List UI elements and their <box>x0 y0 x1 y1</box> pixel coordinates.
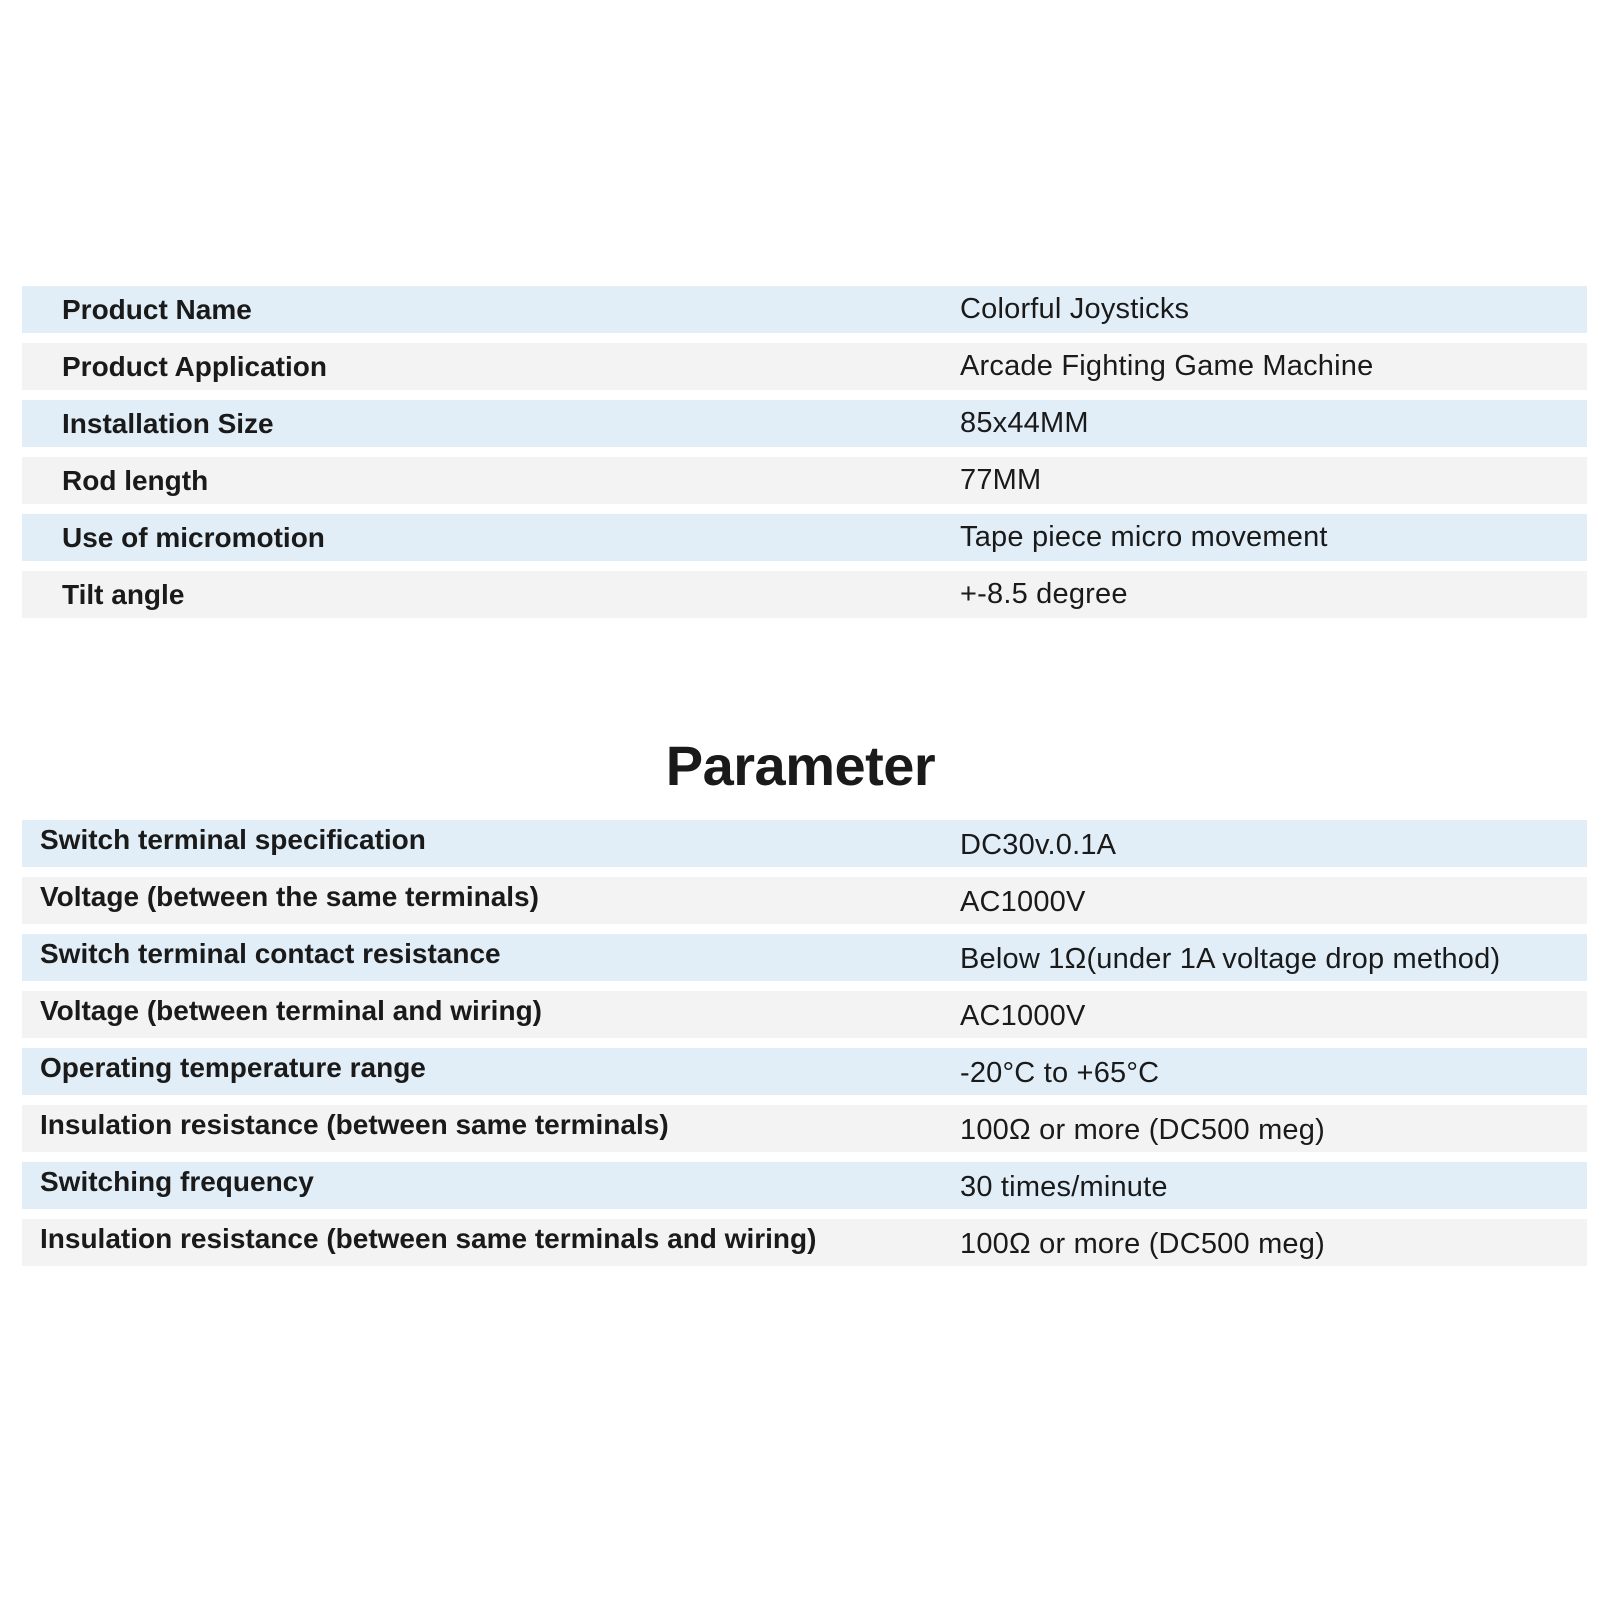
spec-label: Rod length <box>62 464 209 496</box>
parameter-value: DC30v.0.1A <box>960 829 1117 861</box>
parameter-row <box>22 991 1587 1038</box>
spec-label: Product Application <box>62 350 327 382</box>
product-spec-table <box>22 286 1587 628</box>
parameter-value: AC1000V <box>960 1000 1086 1032</box>
spec-label: Tilt angle <box>62 578 185 610</box>
parameter-value: AC1000V <box>960 886 1086 918</box>
parameter-label: Insulation resistance (between same terminals) <box>40 1109 669 1140</box>
parameter-row <box>22 1048 1587 1095</box>
parameter-label: Insulation resistance (between same terminals and wiring) <box>40 1223 817 1254</box>
parameter-row <box>22 934 1587 981</box>
spec-value: 77MM <box>960 464 1042 496</box>
spec-label: Use of micromotion <box>62 521 325 553</box>
parameter-label: Switching frequency <box>40 1166 314 1197</box>
spec-label: Product Name <box>62 293 252 325</box>
parameter-title: Parameter <box>665 734 936 797</box>
parameter-value: 100Ω or more (DC500 meg) <box>960 1228 1325 1260</box>
spec-label: Installation Size <box>62 407 274 439</box>
spec-row <box>22 457 1587 504</box>
spec-row <box>22 400 1587 447</box>
parameter-row <box>22 1162 1587 1209</box>
parameter-value: Below 1Ω(under 1A voltage drop method) <box>960 943 1501 975</box>
spec-value: 85x44MM <box>960 407 1089 439</box>
spec-value: Tape piece micro movement <box>960 521 1328 553</box>
parameter-row <box>22 1105 1587 1152</box>
spec-value: +-8.5 degree <box>960 578 1128 610</box>
parameter-label: Switch terminal contact resistance <box>40 938 501 969</box>
parameter-value: -20°C to +65°C <box>960 1057 1160 1089</box>
parameter-row <box>22 1219 1587 1266</box>
parameter-value: 30 times/minute <box>960 1171 1168 1203</box>
spec-row <box>22 571 1587 618</box>
parameter-label: Switch terminal specification <box>40 824 426 855</box>
spec-row <box>22 286 1587 333</box>
parameter-row <box>22 877 1587 924</box>
parameter-value: 100Ω or more (DC500 meg) <box>960 1114 1325 1146</box>
parameter-row <box>22 820 1587 867</box>
parameter-label: Voltage (between the same terminals) <box>40 881 539 912</box>
spec-row <box>22 514 1587 561</box>
parameter-table <box>22 820 1587 1276</box>
spec-value: Arcade Fighting Game Machine <box>960 350 1374 382</box>
spec-row <box>22 343 1587 390</box>
parameter-label: Voltage (between terminal and wiring) <box>40 995 542 1026</box>
spec-value: Colorful Joysticks <box>960 293 1190 325</box>
parameter-label: Operating temperature range <box>40 1052 426 1083</box>
